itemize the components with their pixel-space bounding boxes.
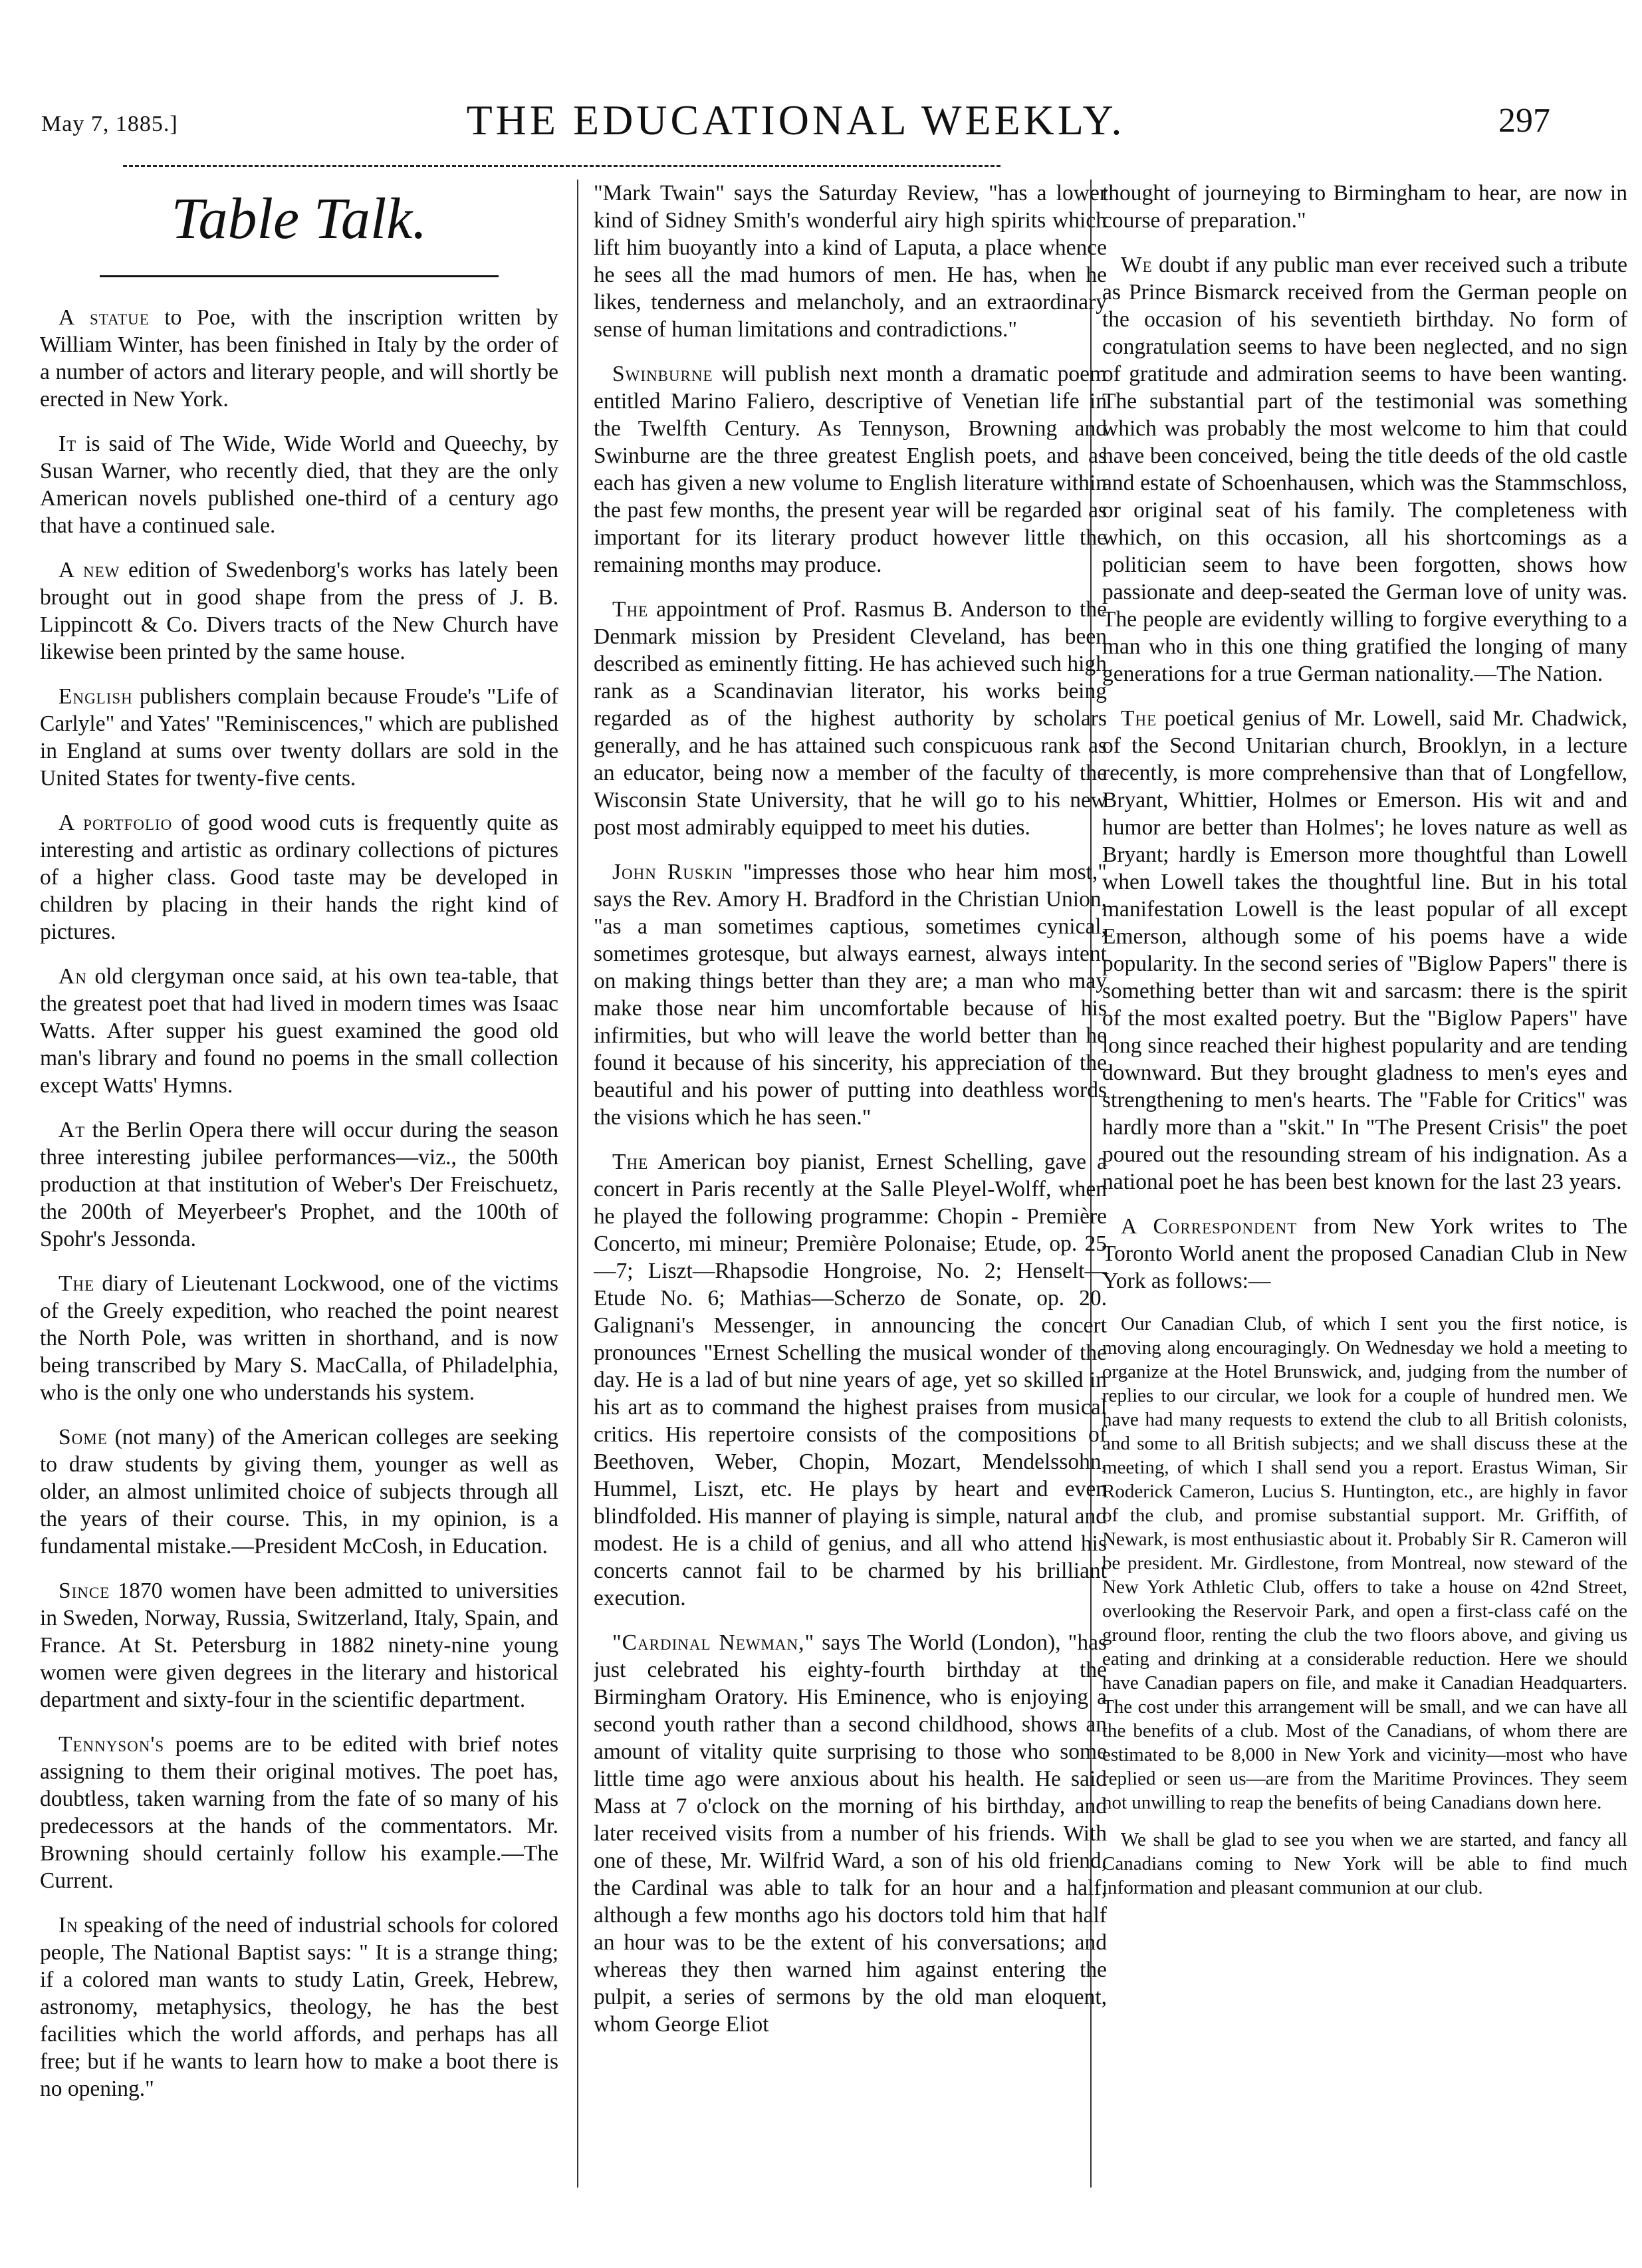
- paragraph-text: is said of The Wide, Wide World and Queechy, by Susan Warner, who recently died, that they are the only American novels published one-third of a century ago that have a continued sale.: [40, 432, 558, 538]
- paragraph-lead: An: [59, 964, 87, 989]
- article-paragraph: [40, 1424, 558, 1560]
- article-paragraph: [594, 360, 1107, 578]
- paragraph-text: poems are to be edited with brief notes assigning to them their original motives. The poet has, doubtless, taken warning from the fate of so many of his predecessors at the hands of the commentators. Mr. Browning should certainly follow his example.—The Current.: [40, 1732, 558, 1893]
- paragraph-lead: A new: [59, 558, 120, 582]
- article-paragraph: [1102, 251, 1627, 688]
- header-rule: [123, 165, 1000, 167]
- paragraph-lead: "Cardinal Newman,": [612, 1630, 815, 1655]
- paragraph-text: speaking of the need of industrial schools for colored people, The National Baptist says: " It is a strange thing; if a colored man wants to study Latin, Greek, Hebrew, astronomy, metaphysics, theology, he has the best facilities which the world affords, and perhaps has all free; but if he wants to learn how to make a boot there is no opening.": [40, 1913, 558, 2101]
- paragraph-text: doubt if any public man ever received such a tribute as Prince Bismarck received from the German people on the occasion of his seventieth birthday. No form of congratulation seems to have been neglected, and no sign of gratitude and admiration seems to have been wanting. The substantial part of the testimonial was something which was probably the most welcome to him that could have been conceived, being the title deeds of the old castle and estate of Schoenhausen, which was the Stammschloss, or original seat of his family. The completeness with which, on this occasion, all his shortcomings as a politician seem to have been forgotten, shows how passionate and deep-seated the German love of unity was. The people are evidently willing to forgive everything to a man who in this one thing gratified the longing of many generations for a true German nationality.—The Nation.: [1102, 253, 1627, 686]
- article-paragraph: [594, 858, 1107, 1131]
- paragraph-lead: In: [59, 1913, 78, 1938]
- paragraph-text: "Mark Twain" says the Saturday Review, "has a lower kind of Sidney Smith's wonderful airy high spirits which lift him buoyantly into a kind of Laputa, a place whence he sees all the mad humors of men. He has, when he likes, tenderness and melancholy, and an extraordinary sense of human limitations and contradictions.": [594, 181, 1107, 342]
- paragraph-lead: The: [612, 597, 649, 622]
- paragraph-text: the Berlin Opera there will occur during the season three interesting jubilee performances—viz., the 500th production at that institution of Weber's Der Freischuetz, the 200th of Meyerbeer's Prophet, and the 100th of Spohr's Jessonda.: [40, 1118, 558, 1251]
- article-paragraph: [594, 1629, 1107, 2038]
- letter-paragraph: Our Canadian Club, of which I sent you the first notice, is moving along encouragingly. On Wednesday we hold a meeting to organize at the Hotel Brunswick, and, judging from the number of replies to our circular, we look for a couple of hundred men. We have had many requests to extend the club to all British colonists, and some to all British subjects; and we shall discuss these at the meeting, of which I shall send you a report. Erastus Wiman, Sir Roderick Cameron, Lucius S. Huntington, etc., are highly in favor of the club, and promise substantial support. Mr. Griffith, of Newark, is most enthusiastic about it. Probably Sir R. Cameron will be president. Mr. Girdlestone, from Montreal, now steward of the New York Athletic Club, offers to take a house on 42nd Street, overlooking the Reservoir Park, and open a first-class café on the ground floor, renting the club the two floors above, and giving us eating and drinking at a considerable reduction. Here we should have Canadian papers on file, and make it Canadian Headquarters. The cost under this arrangement will be small, and we can have all the benefits of a club. Most of the Canadians, of whom there are estimated to be 8,000 in New York and vicinity—most who have replied or seen us—are from the Maritime Provinces. They seem not unwilling to reap the benefits of being Canadians down here.: [1102, 1313, 1627, 1813]
- issue-date: May 7, 1885.]: [41, 112, 178, 136]
- paragraph-text: of good wood cuts is frequently quite as interesting and artistic as ordinary collections of pictures of a higher class. Good taste may be developed in children by placing in their hands the right kind of pictures.: [40, 811, 558, 944]
- article-paragraph: [40, 304, 558, 413]
- paragraph-lead: At: [59, 1118, 86, 1142]
- paragraph-text: "impresses those who hear him most," says the Rev. Amory H. Bradford in the Christian Union, "as a man sometimes captious, sometimes cynical, sometimes grotesque, but always earnest, always intent on making things better than they are; a man who may make those near him uncomfortable because of his infirmities, but who will leave the world better than he found it because of his sincerity, his appreciation of the beautiful and his power of putting into deathless words the visions which he has seen.": [594, 860, 1107, 1130]
- paragraph-lead: Swinburne: [612, 362, 713, 386]
- paragraph-lead: Since: [59, 1578, 110, 1603]
- article-paragraph: [1102, 705, 1627, 1196]
- article-paragraph: [594, 596, 1107, 841]
- paragraph-text: American boy pianist, Ernest Schelling, gave a concert in Paris recently at the Salle Pleyel-Wolff, when he played the following programme: Chopin - Première Concerto, mi mineur; Première Polonaise; Etude, op. 25—7; Liszt—Rhapsodie Hongroise, No. 2; Henselt—Etude No. 6; Mathias—Scherzo de Sonate, op. 20. Galignani's Messenger, in announcing the concert pronounces "Ernest Schelling the musical wonder of the day. He is a lad of but nine years of age, yet so skilled in his art as to command the highest praises from musical critics. His repertoire consists of the compositions of Beethoven, Weber, Chopin, Mozart, Mendelssohn, Hummel, Liszt, etc. He plays by heart and even blindfolded. His manner of playing is simple, natural and modest. He is a child of genius, and all who attend his concerts cannot fail to be charmed by his brilliant execution.: [594, 1150, 1107, 1610]
- paragraph-text: will publish next month a dramatic poem entitled Marino Faliero, descriptive of Venetian life in the Twelfth Century. As Tennyson, Browning and Swinburne are the three greatest English poets, and as each has given a new volume to English literature within the past few months, the present year will be regarded as important for its literary product however little the remaining months may produce.: [594, 362, 1107, 577]
- article-paragraph: [1102, 180, 1627, 234]
- column-3: [1102, 180, 1627, 2188]
- paragraph-text: to Poe, with the inscription written by William Winter, has been finished in Italy by the order of a number of actors and literary people, and will shortly be erected in New York.: [40, 305, 558, 412]
- paragraph-lead: It: [59, 432, 77, 456]
- article-paragraph: [40, 1912, 558, 2102]
- paragraph-text: says The World (London), "has just celebrated his eighty-fourth birthday at the Birmingham Oratory. His Eminence, who is enjoying a second youth rather than a second childhood, shows an amount of vitality quite surprising to those who some little time ago were anxious about his health. He said Mass at 7 o'clock on the morning of his birthday, and later received visits from a number of his friends. With one of these, Mr. Wilfrid Ward, a son of his old friend, the Cardinal was able to talk for an hour and a half, although a few months ago his doctors told him that half an hour was to be the extent of his conversations; and whereas they then warned him against entering the pulpit, a series of sermons by the old man eloquent, whom George Eliot: [594, 1630, 1107, 2037]
- article-paragraph: [1102, 1213, 1627, 1295]
- article-paragraph: [594, 180, 1107, 343]
- column-divider: [577, 180, 578, 2188]
- page-header: [41, 86, 1550, 153]
- paragraph-lead: We: [1121, 253, 1153, 277]
- paragraph-lead: A portfolio: [59, 811, 173, 835]
- column-2-body: [594, 180, 1107, 2038]
- paragraph-text: old clergyman once said, at his own tea-table, that the greatest poet that had lived in modern times was Isaac Watts. After supper his guest examined the good old man's library and found no poems in the small collection except Watts' Hymns.: [40, 964, 558, 1098]
- article-paragraph: [40, 557, 558, 666]
- paragraph-text: edition of Swedenborg's works has lately been brought out in good shape from the press of J. B. Lippincott & Co. Divers tracts of the New Church have likewise been printed by the same house.: [40, 558, 558, 664]
- paragraph-text: appointment of Prof. Rasmus B. Anderson to the Denmark mission by President Cleveland, has been described as eminently fitting. He has achieved such high rank as a Scandinavian literator, his works being regarded as of the highest authority by scholars generally, and he has attained such conspicuous rank as an educator, being now a member of the faculty of the Wisconsin State University, that he will go to his new post most admirably equipped to meet his duties.: [594, 597, 1107, 840]
- column-1-body: [40, 304, 558, 2102]
- paragraph-text: thought of journeying to Birmingham to hear, are now in course of preparation.": [1102, 181, 1627, 233]
- paragraph-text: diary of Lieutenant Lockwood, one of the victims of the Greely expedition, who reached the point nearest the North Pole, was written in shorthand, and is now being transcribed by Mary S. MacCalla, of Philadelphia, who is the only one who understands his system.: [40, 1271, 558, 1405]
- article-paragraph: [40, 683, 558, 792]
- column-2: [594, 180, 1107, 2188]
- article-paragraph: [594, 1148, 1107, 1612]
- paragraph-text: (not many) of the American colleges are seeking to draw students by giving them, younger as well as older, an almost unlimited choice of subjects through all the years of their course. This, in my opinion, is a fundamental mistake.—President McCosh, in Education.: [40, 1425, 558, 1559]
- article-paragraph: [40, 963, 558, 1099]
- section-title: Table Talk.: [171, 187, 427, 251]
- article-paragraph: [40, 809, 558, 945]
- article-paragraph: [40, 430, 558, 539]
- paragraph-lead: Tennyson's: [59, 1732, 165, 1757]
- page-number: 297: [1498, 102, 1550, 140]
- correspondent-letter: [1102, 1312, 1627, 1900]
- paragraph-lead: The: [59, 1271, 95, 1296]
- paragraph-lead: The: [1121, 706, 1157, 731]
- article-paragraph: [40, 1731, 558, 1894]
- paragraph-lead: Some: [59, 1425, 108, 1449]
- paragraph-text: publishers complain because Froude's "Life of Carlyle" and Yates' "Reminiscences," which are published in England at sums over twenty dollars are sold in the United States for twenty-five cents.: [40, 684, 558, 791]
- paragraph-lead: A Correspondent: [1121, 1214, 1298, 1239]
- paragraph-text: 1870 women have been admitted to universities in Sweden, Norway, Russia, Switzerland, Italy, Spain, and France. At St. Petersburg in 1882 ninety-nine young women were given degrees in the literary and historical department and sixty-four in the scientific department.: [40, 1578, 558, 1712]
- column-3-body: [1102, 180, 1627, 1295]
- article-paragraph: [40, 1116, 558, 1253]
- paragraph-text: poetical genius of Mr. Lowell, said Mr. Chadwick, of the Second Unitarian church, Brooklyn, in a lecture recently, is more comprehensive than that of Longfellow, Bryant, Whittier, Holmes or Emerson. His wit and and humor are better than Holmes'; he loves nature as well as Bryant; hardly is Emerson more thoughtful than Lowell when Lowell takes the thoughtful line. But in his total manifestation Lowell is the least popular of all except Emerson, although some of his poems have a wide popularity. In the second series of "Biglow Papers" there is something better than wit and sarcasm: there is the spirit of the most exalted poetry. But the "Biglow Papers" have long since reached their highest popularity and are tending downward. But they brought gladness to men's eyes and strengthening to men's hearts. The "Fable for Critics" was hardly more than a "skit." In "The Present Crisis" the poet poured out the resounding stream of his indignation. As a national poet he has been best known for the last 23 years.: [1102, 706, 1627, 1194]
- article-paragraph: [40, 1270, 558, 1406]
- paragraph-lead: John Ruskin: [612, 860, 733, 884]
- publication-title: THE EDUCATIONAL WEEKLY.: [466, 96, 1125, 144]
- paragraph-lead: The: [612, 1150, 649, 1174]
- section-title-rule: [100, 275, 499, 277]
- article-paragraph: [40, 1577, 558, 1713]
- letter-paragraph: We shall be glad to see you when we are started, and fancy all Canadians coming to New York will be able to find much information and pleasant communion at our club.: [1102, 1829, 1627, 1898]
- paragraph-lead: English: [59, 684, 133, 709]
- paragraph-lead: A statue: [59, 305, 150, 330]
- column-1: [40, 180, 558, 2188]
- paragraph-text: from New York writes to The Toronto World anent the proposed Canadian Club in New York as follows:—: [1102, 1214, 1627, 1293]
